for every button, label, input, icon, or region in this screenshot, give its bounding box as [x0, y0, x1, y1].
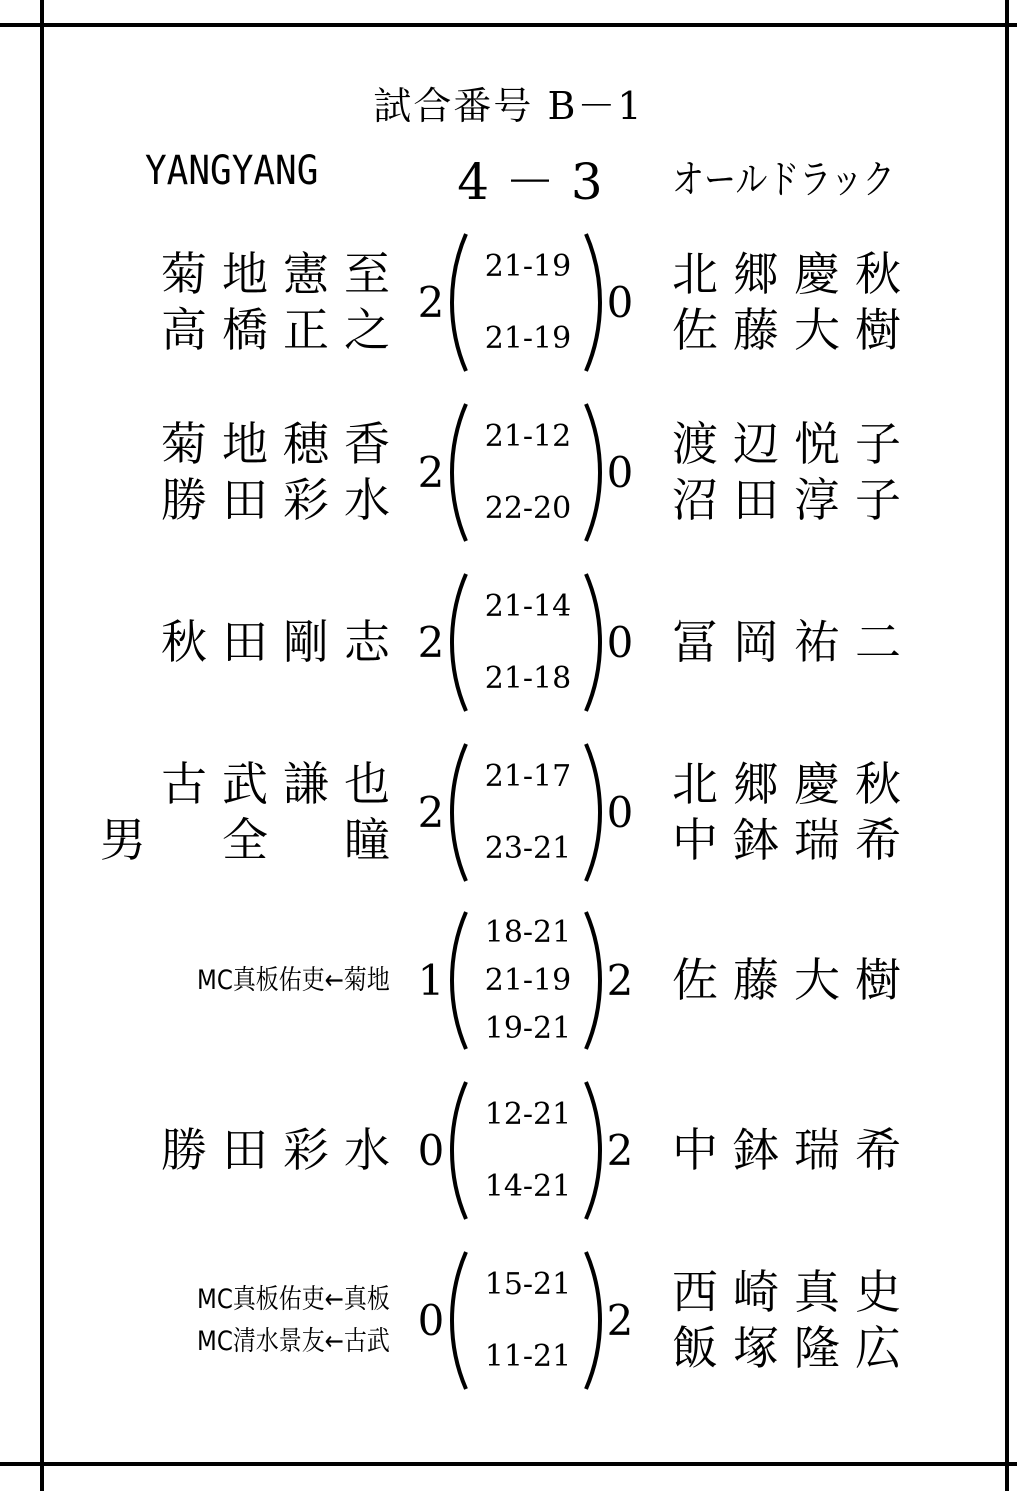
team-left-name: YANGYANG	[145, 148, 319, 194]
left-players	[140, 230, 405, 375]
right-parenthesis	[586, 1082, 600, 1219]
right-players	[672, 1078, 917, 1223]
left-player-name: MC清水景友←古武	[197, 1325, 390, 1357]
total-score: 4 － 3	[457, 153, 603, 211]
left-parenthesis	[452, 912, 466, 1049]
set-scores-bracket	[448, 230, 608, 375]
right-parenthesis	[586, 234, 600, 371]
match-row	[0, 740, 1017, 885]
left-players	[140, 400, 405, 545]
right-players	[672, 740, 917, 885]
right-player-name: 沼田淳子	[672, 472, 916, 527]
set-score: 22-20	[484, 491, 572, 527]
left-players	[100, 740, 405, 885]
left-games-won: 1	[417, 956, 445, 1005]
left-games-won: 2	[417, 788, 445, 837]
set-score: 21-19	[484, 962, 572, 998]
match-row	[0, 1078, 1017, 1223]
right-player-name: 冨岡祐二	[672, 614, 916, 669]
right-player-name: 北郷慶秋	[672, 247, 916, 302]
set-scores-bracket	[448, 1248, 608, 1393]
left-players	[140, 908, 390, 1053]
set-scores-bracket	[448, 908, 608, 1053]
set-score: 18-21	[484, 914, 572, 950]
left-games-won: 2	[417, 278, 445, 327]
right-games-won: 2	[606, 1296, 634, 1345]
right-parenthesis	[586, 1252, 600, 1389]
left-games-won: 0	[417, 1126, 445, 1175]
right-games-won: 2	[606, 956, 634, 1005]
right-games-won: 0	[606, 618, 634, 667]
right-games-won: 0	[606, 788, 634, 837]
set-scores	[468, 1078, 588, 1223]
set-score: 12-21	[484, 1096, 572, 1132]
right-players	[672, 570, 917, 715]
left-games-won: 0	[417, 1296, 445, 1345]
left-players	[140, 1078, 405, 1223]
set-scores	[468, 570, 588, 715]
set-score: 21-17	[484, 758, 572, 794]
left-player-name: MC真板佑吏←真板	[197, 1283, 390, 1315]
right-parenthesis	[586, 574, 600, 711]
right-parenthesis	[586, 404, 600, 541]
set-score: 21-14	[484, 588, 572, 624]
left-player-name: 勝田彩水	[161, 1122, 405, 1177]
set-score: 21-19	[484, 248, 572, 284]
match-number: 試合番号 B－1	[373, 84, 644, 128]
set-scores	[468, 230, 588, 375]
team-right-name: オールドラック	[672, 157, 895, 203]
left-player-name: 男 全 瞳	[100, 812, 405, 867]
left-parenthesis	[452, 404, 466, 541]
set-scores	[468, 400, 588, 545]
right-players	[672, 1248, 917, 1393]
set-score: 11-21	[484, 1339, 572, 1375]
left-player-name: 古武謙也	[161, 757, 405, 812]
right-player-name: 北郷慶秋	[672, 757, 916, 812]
team-score-line	[0, 148, 1017, 212]
set-scores	[468, 1248, 588, 1393]
set-score: 21-12	[484, 418, 572, 454]
right-player-name: 中鉢瑞希	[672, 1122, 916, 1177]
match-row	[0, 908, 1017, 1053]
bottom-border-line	[0, 1462, 1017, 1466]
left-games-won: 2	[417, 618, 445, 667]
right-player-name: 西崎真史	[672, 1265, 916, 1320]
left-player-name: 勝田彩水	[161, 472, 405, 527]
left-games-won: 2	[417, 448, 445, 497]
set-score: 23-21	[484, 831, 572, 867]
right-player-name: 中鉢瑞希	[672, 812, 916, 867]
left-parenthesis	[452, 234, 466, 371]
right-games-won: 0	[606, 278, 634, 327]
right-player-name: 佐藤大樹	[672, 952, 916, 1007]
set-score: 21-19	[484, 321, 572, 357]
set-score: 14-21	[484, 1169, 572, 1205]
right-player-name: 佐藤大樹	[672, 302, 916, 357]
right-player-name: 渡辺悦子	[672, 417, 916, 472]
set-score: 21-18	[484, 661, 572, 697]
set-scores-bracket	[448, 400, 608, 545]
right-players	[672, 230, 917, 375]
left-player-name: 秋田剛志	[161, 614, 405, 669]
left-parenthesis	[452, 1082, 466, 1219]
left-player-name: 菊地憲至	[161, 247, 405, 302]
right-player-name: 飯塚隆広	[672, 1320, 916, 1375]
left-parenthesis	[452, 1252, 466, 1389]
match-row	[0, 570, 1017, 715]
set-scores-bracket	[448, 1078, 608, 1223]
set-scores-bracket	[448, 740, 608, 885]
set-score: 19-21	[484, 1011, 572, 1047]
match-row	[0, 1248, 1017, 1393]
set-scores	[468, 908, 588, 1053]
left-player-name: 高橋正之	[161, 302, 405, 357]
left-parenthesis	[452, 744, 466, 881]
right-players	[672, 400, 917, 545]
left-player-name: 菊地穂香	[161, 417, 405, 472]
left-players	[140, 570, 405, 715]
match-row	[0, 400, 1017, 545]
set-score: 15-21	[484, 1266, 572, 1302]
top-border-line	[0, 23, 1017, 27]
left-parenthesis	[452, 574, 466, 711]
left-players	[140, 1248, 390, 1393]
right-parenthesis	[586, 912, 600, 1049]
right-games-won: 2	[606, 1126, 634, 1175]
match-row	[0, 230, 1017, 375]
left-player-name: MC真板佑吏←菊地	[197, 964, 390, 996]
set-scores-bracket	[448, 570, 608, 715]
right-parenthesis	[586, 744, 600, 881]
right-players	[672, 908, 917, 1053]
right-games-won: 0	[606, 448, 634, 497]
set-scores	[468, 740, 588, 885]
